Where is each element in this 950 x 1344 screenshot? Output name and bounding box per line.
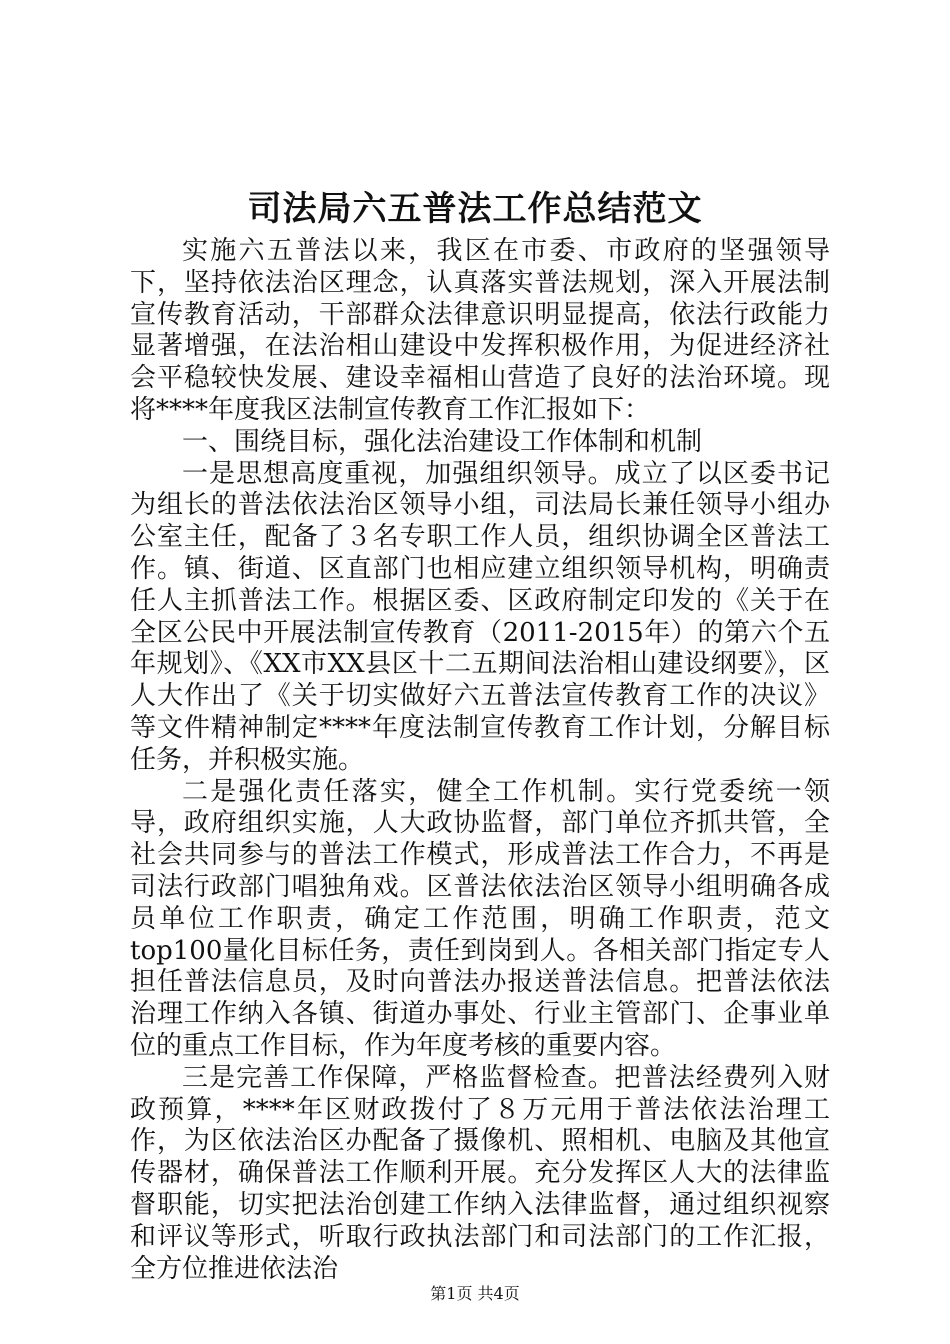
paragraph-point-one: 一是思想高度重视，加强组织领导。成立了以区委书记为组长的普法依法治区领导小组，司法局长兼任领导小组办公室主任，配备了３名专职工作人员，组织协调全区普法工作。镇、街道、区直部门也相应建立组织领导机构，明确责任人主抓普法工作。根据区委、区政府制定印发的《关于在全区公民中开展法制宣传教育（2011-2015年）的第六个五年规划》、《XX市XX县区十二五期间法治相山建设纲要》，区人大作出了《关于切实做好六五普法宣传教育工作的决议》等文件精神制定****年度法制宣传教育工作计划，分解目标任务，并积极实施。 — [130, 458, 830, 775]
paragraph-point-two: 二是强化责任落实，健全工作机制。实行党委统一领导，政府组织实施，人大政协监督，部门单位齐抓共管，全社会共同参与的普法工作模式，形成普法工作合力，不再是司法行政部门唱独角戏。区普法依法治区领导小组明确各成员单位工作职责，确定工作范围，明确工作职责，范文top100量化目标任务，责任到岗到人。各相关部门指定专人担任普法信息员，及时向普法办报送普法信息。把普法依法治理工作纳入各镇、街道办事处、行业主管部门、企事业单位的重点工作目标，作为年度考核的重要内容。 — [130, 776, 830, 1061]
section-heading: 一、围绕目标，强化法治建设工作体制和机制 — [182, 426, 703, 457]
page-number: 第1页 共4页 — [430, 1284, 520, 1303]
document-title: 司法局六五普法工作总结范文 — [247, 189, 703, 229]
document-body — [130, 236, 830, 1285]
paragraph-intro: 实施六五普法以来，我区在市委、市政府的坚强领导下，坚持依法治区理念，认真落实普法规划，深入开展法制宣传教育活动，干部群众法律意识明显提高，依法行政能力显著增强，在法治相山建设中发挥积极作用，为促进经济社会平稳较快发展、建设幸福相山营造了良好的法治环境。现将****年度我区法制宣传教育工作汇报如下： — [130, 236, 830, 425]
paragraph-point-three: 三是完善工作保障，严格监督检查。把普法经费列入财政预算，****年区财政拨付了８万元用于普法依法治理工作，为区依法治区办配备了摄像机、照相机、电脑及其他宣传器材，确保普法工作顺利开展。充分发挥区人大的法律监督职能，切实把法治创建工作纳入法律监督，通过组织视察和评议等形式，听取行政执法部门和司法部门的工作汇报，全方位推进依法治 — [130, 1062, 830, 1284]
